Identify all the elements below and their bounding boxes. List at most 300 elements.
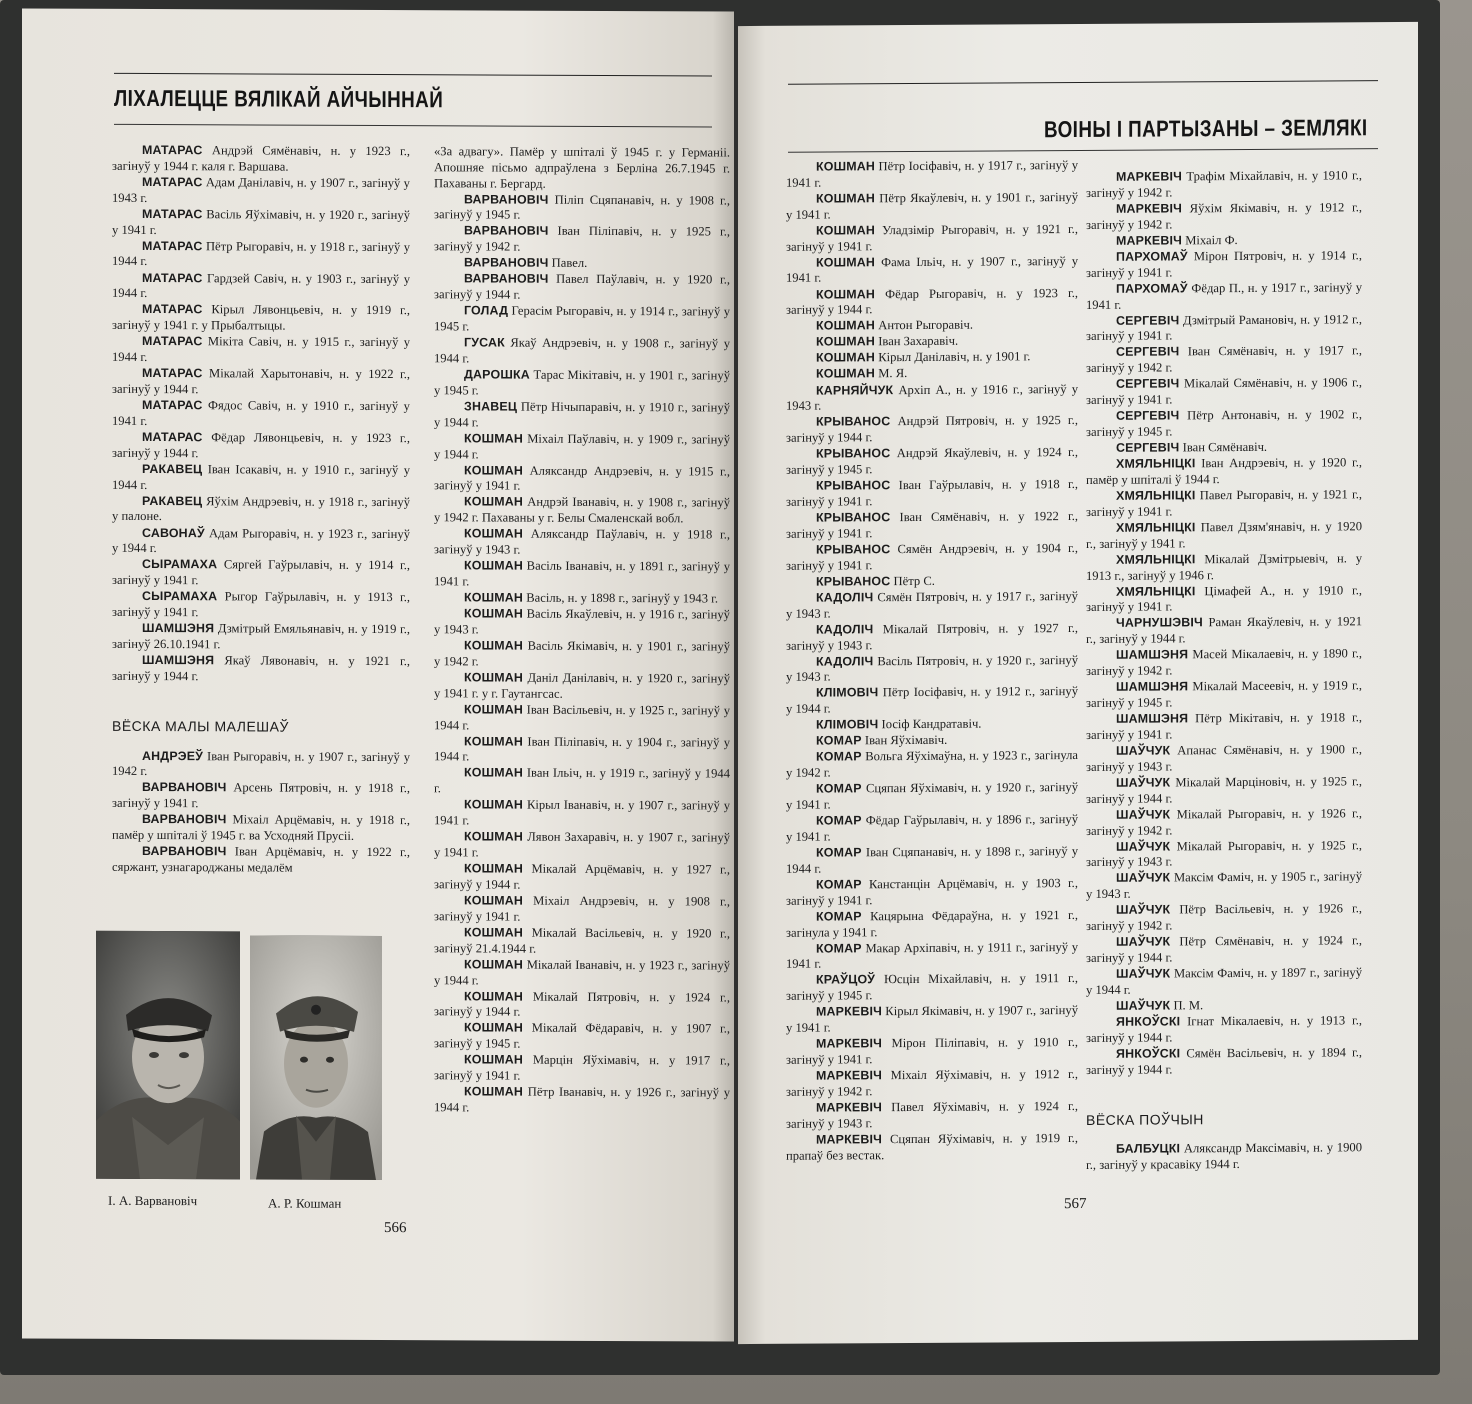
surname: МАТАРАС [142, 334, 203, 349]
entry-details: Сямён Пятровіч, н. у 1917 г., загінуў у 1943 г. [786, 588, 1078, 621]
list-item [434, 590, 730, 607]
surname: ГУСАК [464, 335, 505, 350]
list-item [1086, 1141, 1362, 1174]
list-item [434, 367, 730, 400]
entry-details: Трафім Міхайлавіч, н. у 1910 г., загінуў у 1942 г. [1086, 168, 1362, 200]
list-item [434, 1053, 730, 1086]
entry-details: Лявон Захаравіч, н. у 1907 г., загінуў у 1941 г. [434, 829, 730, 860]
surname: ШАЎЧУК [1116, 998, 1171, 1013]
list-item [786, 1035, 1078, 1068]
entry-details: Фядос Савіч, н. у 1910 г., загінуў у 1941 г. [112, 398, 410, 428]
entry-details: Кірыл Якімавіч, н. у 1907 г., загінуў у 1941 г. [786, 1003, 1078, 1035]
portrait-photo-1 [96, 931, 240, 1180]
entry-details: Адам Данілавіч, н. у 1907 г., загінуў у 1943 г. [112, 175, 410, 205]
surname: КЛІМОВІЧ [816, 717, 879, 732]
entry-details: Іван Піліпавіч, н. у 1925 г., загінуў у 1942 г. [434, 224, 731, 254]
surname: ШАЎЧУК [1116, 807, 1171, 822]
list-item [786, 509, 1078, 542]
surname: ШАМШЭНЯ [1116, 711, 1189, 726]
surname: ВАРВАНОВІЧ [464, 271, 549, 287]
entry-details: Яўхім Якімавіч, н. у 1912 г., загінуў у 1942 г. [1086, 200, 1362, 232]
list-item [434, 192, 730, 225]
entry-details: Іван Яўхімавіч. [864, 733, 948, 748]
surname: ШАЎЧУК [1116, 902, 1171, 918]
entry-details: Мікалай Масеевіч, н. у 1919 г., загінуў у 1945 г. [1086, 678, 1362, 710]
left-column-2 [434, 144, 730, 1117]
photo-caption-1: І. А. Варвановіч [108, 1192, 198, 1209]
surname: ШАЎЧУК [1116, 966, 1171, 981]
surname: КОМАР [816, 733, 862, 748]
list-item [112, 525, 410, 558]
surname: МАРКЕВІЧ [816, 1068, 883, 1083]
list-item [786, 1003, 1078, 1036]
list-item [1086, 280, 1362, 313]
list-item [786, 541, 1078, 574]
list-item [1086, 232, 1362, 250]
list-item [786, 477, 1078, 510]
surname: ШАМШЭНЯ [1116, 647, 1189, 663]
list-item [434, 798, 730, 831]
list-item [1086, 870, 1362, 903]
entry-details: Іван Захаравіч. [878, 334, 959, 349]
entry-details: Пётр Васільевіч, н. у 1926 г., загінуў у 1942 г. [1086, 901, 1363, 934]
entry-details: Масей Мікалаевіч, н. у 1890 г., загінуў у 1942 г. [1086, 646, 1362, 679]
entry-details: Мікалай Арцёмавіч, н. у 1927 г., загінуў у 1944 г. [434, 861, 730, 892]
surname: КРЫВАНОС [816, 446, 891, 461]
list-item [1086, 933, 1362, 966]
surname: РАКАВЕЦ [142, 493, 203, 508]
surname: КОШМАН [816, 334, 876, 350]
list-item [786, 158, 1078, 191]
list-item [1086, 487, 1362, 520]
entry-details: Андрэй Сямёнавіч, н. у 1923 г., загінуў у 1944 г. каля г. Варшава. [112, 143, 410, 174]
list-item [434, 734, 730, 767]
entry-details: Іван Піліпавіч, н. у 1904 г., загінуў у 1944 г. [434, 734, 730, 764]
list-item [1086, 376, 1362, 409]
entry-details: Мікалай Пятровіч, н. у 1924 г., загінуў у 1944 г. [434, 989, 730, 1020]
entry-list [112, 748, 410, 877]
surname: ГОЛАД [464, 303, 509, 318]
header-underline [788, 148, 1378, 153]
entry-details: Мікалай Харытонавіч, н. у 1922 г., загінуў у 1944 г. [112, 366, 410, 397]
surname: МАРКЕВІЧ [816, 1132, 883, 1147]
surname: КОШМАН [464, 861, 524, 876]
entry-details: Аляксандр Андрэевіч, н. у 1915 г., загінуў у 1941 г. [434, 463, 730, 494]
surname: КОШМАН [816, 191, 876, 206]
surname: КОШМАН [464, 462, 524, 478]
entry-details: Цімафей А., н. у 1910 г., загінуў у 1941 г. [1086, 582, 1362, 615]
list-item [786, 190, 1078, 223]
list-item [1086, 615, 1362, 648]
list-item [1086, 519, 1362, 552]
list-item [434, 558, 730, 591]
entry-details: Іван Васільевіч, н. у 1925 г., загінуў у 1944 г. [434, 702, 730, 732]
surname: КОШМАН [464, 765, 524, 781]
surname: КЛІМОВІЧ [816, 685, 879, 701]
list-item [434, 957, 730, 990]
surname: КОШМАН [464, 606, 524, 621]
list-item [1086, 678, 1362, 711]
surname: МАРКЕВІЧ [1116, 201, 1183, 216]
surname: КРЫВАНОС [816, 573, 891, 589]
surname: БАЛБУЦКІ [1116, 1141, 1181, 1157]
entry-details: Сцяпан Яўхімавіч, н. у 1920 г., загінуў у 1941 г. [786, 780, 1078, 812]
list-item [1086, 200, 1362, 233]
list-item [434, 272, 730, 305]
list-item [1086, 997, 1362, 1015]
list-item [1086, 902, 1362, 935]
list-item [112, 493, 410, 526]
list-item [786, 1099, 1078, 1132]
entry-details: Васіль Якаўлевіч, н. у 1916 г., загінуў у 1943 г. [434, 606, 730, 637]
surname: СЕРГЕВІЧ [1116, 376, 1180, 392]
surname: КОШМАН [464, 670, 524, 685]
soldier-portrait-image [96, 931, 240, 1180]
left-column-1 [112, 143, 410, 877]
surname: КОШМАН [464, 526, 524, 541]
entry-details: Павел Яўхімавіч, н. у 1924 г., загінуў у 1943 г. [786, 1098, 1078, 1131]
right-column-1 [786, 158, 1078, 1165]
entry-details: Мікалай Сямёнавіч, н. у 1906 г., загінуў у 1941 г. [1086, 375, 1362, 408]
entry-details: Максім Фаміч, н. у 1905 г., загінуў у 1943 г. [1086, 869, 1362, 902]
list-item [1086, 344, 1362, 377]
surname: КОШМАН [464, 829, 524, 844]
entry-details: Міхаіл Паўлавіч, н. у 1909 г., загінуў у 1944 г. [434, 431, 730, 461]
surname: МАТАРАС [142, 397, 203, 413]
surname: КОМАР [816, 909, 862, 924]
list-item [112, 334, 410, 367]
header-underline [114, 124, 712, 128]
entry-details: Мірон Пятровіч, н. у 1914 г., загінуў у 1941 г. [1086, 248, 1362, 280]
entry-details: Максім Фаміч, н. у 1897 г., загінуў у 1944 г. [1086, 965, 1362, 997]
surname: КРЫВАНОС [816, 414, 891, 429]
surname: КОШМАН [464, 558, 524, 573]
entry-details: Іосіф Кандратавіч. [881, 716, 982, 732]
entry-details: Фёдар Рыгоравіч, н. у 1923 г., загінуў у 1944 г. [786, 285, 1078, 318]
entry-details: Якаў Андрэевіч, н. у 1908 г., загінуў у 1944 г. [434, 335, 730, 366]
entry-details: Апанас Сямёнавіч, н. у 1900 г., загінуў у 1943 г. [1086, 742, 1362, 774]
surname: МАРКЕВІЧ [816, 1100, 883, 1115]
entry-details: Павел Рыгоравіч, н. у 1921 г., загінуў у 1941 г. [1086, 487, 1362, 519]
surname: МАТАРАС [142, 270, 203, 285]
surname: ПАРХОМАЎ [1116, 249, 1188, 264]
entry-details: Арсень Пятровіч, н. у 1918 г., загінуў у 1941 г. [112, 780, 410, 811]
entry-details: Васіль, н. у 1898 г., загінуў у 1943 г. [526, 590, 719, 606]
photo-caption-2: А. Р. Кошман [268, 1195, 342, 1211]
surname: СЕРГЕВІЧ [1116, 408, 1180, 423]
entry-details: Марцін Яўхімавіч, н. у 1917 г., загінуў у 1941 г. [434, 1053, 730, 1083]
list-item [112, 398, 410, 431]
surname: КРЫВАНОС [816, 510, 891, 525]
entry-details: Міхаіл Ф. [1185, 232, 1238, 248]
entry-details: Даніл Данілавіч, н. у 1920 г., загінуў у 1941 г. у г. Гаутангсас. [434, 670, 730, 701]
list-item [1086, 168, 1362, 201]
entry-details: Мікіта Савіч, н. у 1915 г., загінуў у 1944 г. [112, 334, 410, 365]
surname: ЧАРНУШЭВІЧ [1116, 615, 1203, 631]
surname: ШАМШЭНЯ [1116, 679, 1189, 694]
surname: МАРКЕВІЧ [816, 1036, 883, 1051]
list-item [434, 893, 730, 926]
surname: КОШМАН [464, 494, 524, 510]
entry-details: Якаў Лявонавіч, н. у 1921 г., загінуў у 1944 г. [112, 653, 410, 684]
entry-details: Кірыл Іванавіч, н. у 1907 г., загінуў у 1941 г. [434, 797, 730, 828]
list-item [112, 238, 410, 271]
list-item [434, 303, 730, 336]
list-item [434, 335, 730, 368]
list-item [434, 925, 730, 958]
list-item [434, 670, 730, 703]
entry-details: Фёдар Гаўрылавіч, н. у 1896 г., загінуў у 1941 г. [786, 812, 1078, 844]
list-item [1086, 647, 1362, 680]
entry-details: Яўхім Андрэевіч, н. у 1918 г., загінуў у палоне. [112, 493, 410, 524]
entry-details: Мікалай Фёдаравіч, н. у 1907 г., загінуў у 1945 г. [434, 1021, 730, 1051]
surname: МАТАРАС [142, 429, 203, 445]
entry-details: Пётр Іосіфавіч, н. у 1917 г., загінуў у 1941 г. [786, 158, 1078, 190]
surname: ХМЯЛЬНІЦКІ [1116, 551, 1196, 567]
entry-details: Кацярына Фёдараўна, н. у 1921 г., загінула у 1941 г. [786, 907, 1078, 940]
entry-details: Сямён Андрэевіч, н. у 1904 г., загінуў у 1941 г. [786, 540, 1078, 573]
surname: КОШМАН [464, 590, 524, 605]
list-item [434, 861, 730, 894]
list-item [112, 143, 410, 176]
list-item [112, 175, 410, 208]
left-page [22, 8, 734, 1341]
entry-details: Архіп А., н. у 1916 г., загінуў у 1943 г. [786, 381, 1078, 414]
list-item [786, 1067, 1078, 1100]
list-item [434, 766, 730, 799]
surname: ПАРХОМАЎ [1116, 280, 1188, 296]
surname: МАРКЕВІЧ [1116, 169, 1183, 184]
list-item [434, 606, 730, 639]
surname: КОШМАН [816, 254, 876, 270]
list-item [112, 780, 410, 813]
surname: КОШМАН [464, 1084, 524, 1099]
entry-details: Мікалай Пятровіч, н. у 1927 г., загінуў у 1943 г. [786, 620, 1078, 653]
surname: МАТАРАС [142, 238, 203, 253]
right-page-number: 567 [1064, 1195, 1087, 1213]
header-rule [114, 73, 712, 77]
entry-details: Васіль Якімавіч, н. у 1901 г., загінуў у 1942 г. [434, 638, 730, 669]
entry-details: Мірон Піліпавіч, н. у 1910 г., загінуў у 1941 г. [786, 1035, 1078, 1067]
entry-details: Васіль Яўхімавіч, н. у 1920 г., загінуў у 1941 г. [112, 207, 410, 237]
entry-details: Фама Ільіч, н. у 1907 г., загінуў у 1941 г. [786, 253, 1078, 286]
entry-details: Піліп Сцяпанавіч, н. у 1908 г., загінуў у 1945 г. [434, 192, 730, 222]
surname: КРАЎЦОЎ [816, 972, 876, 988]
surname: КОМАР [816, 845, 862, 860]
surname: КОШМАН [816, 286, 876, 302]
surname: КОШМАН [464, 1052, 524, 1067]
list-item [112, 366, 410, 399]
entry-details: Пётр Нічыпаравіч, н. у 1910 г., загінуў у 1944 г. [434, 399, 730, 430]
surname: КОМАР [816, 940, 862, 956]
village-heading: ВЁСКА ПОЎЧЫН [1086, 1110, 1204, 1128]
list-item [112, 621, 410, 654]
list-item [786, 653, 1078, 686]
list-item [434, 1021, 730, 1054]
entry-details: Ігнат Мікалаевіч, н. у 1913 г., загінуў у 1944 г. [1086, 1013, 1362, 1045]
list-item [112, 430, 410, 463]
list-item [112, 270, 410, 303]
entry-details: Макар Архіпавіч, н. у 1911 г., загінуў у 1941 г. [786, 939, 1079, 972]
entry-list [1086, 168, 1362, 1078]
entry-details: Васіль Пятровіч, н. у 1920 г., загінуў у 1943 г. [786, 652, 1078, 685]
right-column-2 [1086, 168, 1362, 1174]
surname: КОШМАН [464, 733, 524, 749]
surname: КОМАР [816, 749, 862, 764]
list-item [786, 317, 1078, 335]
entry-details: Сцяпан Яўхімавіч, н. у 1919 г., прапаў без вестак. [786, 1130, 1078, 1163]
list-item [434, 829, 730, 862]
list-item [1086, 583, 1362, 616]
list-item [786, 684, 1078, 717]
surname: ЗНАВЕЦ [464, 399, 518, 414]
entry-details: Іван Сямёнавіч, н. у 1917 г., загінуў у 1942 г. [1086, 343, 1363, 376]
list-item [786, 732, 1078, 750]
entry-details: Дзмітрый Емяльянавіч, н. у 1919 г., загінуў 26.10.1941 г. [112, 621, 410, 652]
surname: ВАРВАНОВІЧ [142, 812, 227, 827]
entry-details: Пётр Якаўлевіч, н. у 1901 г., загінуў у 1941 г. [786, 189, 1078, 222]
list-item [112, 302, 410, 335]
entry-details: Уладзімір Рыгоравіч, н. у 1921 г., загінуў у 1941 г. [786, 221, 1078, 254]
surname: МАТАРАС [142, 366, 203, 381]
list-item [112, 557, 410, 590]
surname: КАДОЛІЧ [816, 653, 874, 669]
surname: КОШМАН [464, 797, 524, 812]
entry-details: Пётр Іосіфавіч, н. у 1912 г., загінуў у 1944 г. [786, 684, 1078, 717]
list-item [1086, 312, 1362, 345]
list-item [1086, 1045, 1362, 1078]
entry-details: Дзмітрый Рамановіч, н. у 1912 г., загінуў у 1941 г. [1086, 311, 1362, 344]
surname: ШАЎЧУК [1116, 934, 1171, 949]
surname: САВОНАЎ [142, 525, 205, 540]
surname: МАТАРАС [142, 142, 203, 158]
list-item [1086, 774, 1362, 807]
list-item [786, 254, 1078, 287]
entry-details: Міхаіл Андрэевіч, н. у 1908 г., загінуў у 1941 г. [434, 893, 730, 924]
list-item [434, 1084, 730, 1117]
entry-details: Іван Рыгоравіч, н. у 1907 г., загінуў у 1942 г. [112, 748, 410, 779]
list-item [786, 589, 1078, 622]
surname: ХМЯЛЬНІЦКІ [1116, 456, 1196, 471]
entry-details: Андрэй Іванавіч, н. у 1908 г., загінуў у 1942 г. Пахаваны у г. Белы Смаленскай вобл. [434, 495, 731, 526]
entry-details: Іван Гаўрылавіч, н. у 1918 г., загінуў у 1941 г. [786, 477, 1078, 509]
surname: КОШМАН [464, 431, 524, 446]
surname: СЕРГЕВІЧ [1116, 440, 1180, 455]
surname: ВАРВАНОВІЧ [464, 191, 549, 207]
list-item [1086, 1013, 1362, 1046]
list-item [786, 222, 1078, 255]
surname: КОШМАН [816, 159, 876, 174]
entry-details: Кірыл Данілавіч, н. у 1901 г. [878, 349, 1031, 365]
list-item [786, 1131, 1078, 1164]
surname: ЯНКОЎСКІ [1116, 1046, 1181, 1061]
list-item [434, 463, 730, 496]
surname: МАРКЕВІЧ [1116, 233, 1183, 248]
entry-details: Пётр С. [893, 573, 935, 588]
entry-details: Аляксандр Паўлавіч, н. у 1918 г., загінуў у 1943 г. [434, 526, 730, 557]
surname: ШАЎЧУК [1116, 775, 1171, 790]
entry-details: Мікалай Рыгоравіч, н. у 1925 г., загінуў у 1943 г. [1086, 837, 1362, 870]
list-item [434, 399, 730, 432]
list-item [1086, 248, 1362, 281]
entry-list [786, 158, 1078, 1164]
entry-details: Павел Паўлавіч, н. у 1920 г., загінуў у 1944 г. [434, 272, 730, 302]
surname: ВАРВАНОВІЧ [142, 844, 227, 859]
entry-details: Андрэй Пятровіч, н. у 1925 г., загінуў у 1944 г. [786, 413, 1078, 446]
list-item [786, 876, 1078, 909]
entry-details: Герасім Рыгоравіч, н. у 1914 г., загінуў у 1945 г. [434, 303, 730, 334]
entry-details: Іван Андрэевіч, н. у 1920 г., памёр у шпіталі ў 1944 г. [1086, 455, 1363, 487]
list-item [786, 333, 1078, 351]
list-item [112, 844, 410, 877]
surname: КОШМАН [816, 222, 876, 238]
surname: КРЫВАНОС [816, 478, 891, 493]
entry-list [1086, 1141, 1362, 1174]
entry-details: Канстанцін Арцёмавіч, н. у 1903 г., загінуў у 1941 г. [786, 875, 1078, 908]
list-item [1086, 838, 1362, 871]
entry-details: Антон Рыгоравіч. [878, 318, 974, 333]
right-page [738, 22, 1418, 1344]
entry-list [434, 192, 730, 1118]
list-item [786, 748, 1078, 781]
entry-details: Іван Сцяпанавіч, н. у 1898 г., загінуў у 1944 г. [786, 843, 1078, 876]
list-item [434, 989, 730, 1022]
list-item [1086, 806, 1362, 839]
surname: СЕРГЕВІЧ [1116, 344, 1180, 360]
surname: КОШМАН [464, 957, 524, 972]
list-item [434, 431, 730, 464]
entry-details: Тарас Мікітавіч, н. у 1901 г., загінуў у 1945 г. [434, 367, 730, 398]
entry-details: Мікалай Іванавіч, н. у 1923 г., загінуў у 1944 г. [434, 957, 730, 988]
entry-details: Сямён Васільевіч, н. у 1894 г., загінуў у 1944 г. [1086, 1045, 1362, 1077]
entry-list [112, 143, 410, 686]
surname: ШАМШЭНЯ [142, 652, 215, 668]
left-page-number: 566 [384, 1220, 407, 1237]
surname: КОШМАН [464, 1020, 524, 1036]
surname: КОМАР [816, 813, 862, 828]
list-item [434, 527, 730, 560]
list-item [786, 286, 1078, 319]
surname: ДАРОШКА [464, 367, 530, 382]
entry-details: Аляксандр Максімавіч, н. у 1900 г., загінуў у красавіку 1944 г. [1086, 1140, 1362, 1173]
surname: МАТАРАС [142, 206, 203, 221]
portrait-photo-2 [250, 935, 382, 1180]
list-item [1086, 710, 1362, 743]
entry-details: Фёдар П., н. у 1917 г., загінуў у 1941 г. [1086, 279, 1362, 312]
surname: КОШМАН [816, 318, 876, 333]
entry-details: Іван Ільіч, н. у 1919 г., загінуў у 1944 г. [434, 766, 730, 796]
surname: КОШМАН [816, 366, 876, 382]
entry-details: Міхаіл Арцёмавіч, н. у 1918 г., памёр у шпіталі ў 1945 г. ва Усходняй Прусіі. [112, 812, 410, 844]
surname: ЯНКОЎСКІ [1116, 1014, 1181, 1029]
surname: КАДОЛІЧ [816, 590, 874, 605]
surname: АНДРЭЕЎ [142, 748, 204, 763]
surname: КОШМАН [464, 702, 524, 717]
list-item [112, 653, 410, 686]
list-item [434, 224, 730, 257]
list-item [112, 748, 410, 781]
list-item [112, 812, 410, 845]
list-item [112, 462, 410, 495]
list-item [786, 349, 1078, 367]
entry-details: Гардзей Савіч, н. у 1903 г., загінуў у 1944 г. [112, 270, 410, 301]
entry-details: Павел. [551, 256, 588, 271]
entry-details: Іван Сямёнавіч. [1182, 439, 1268, 455]
header-rule [788, 80, 1378, 85]
entry-details: Павел Дзям'янавіч, н. у 1920 г., загінуў у 1941 г. [1086, 519, 1362, 551]
entry-details: Мікалай Рыгоравіч, н. у 1926 г., загінуў у 1942 г. [1086, 805, 1362, 838]
surname: СЕРГЕВІЧ [1116, 312, 1180, 328]
